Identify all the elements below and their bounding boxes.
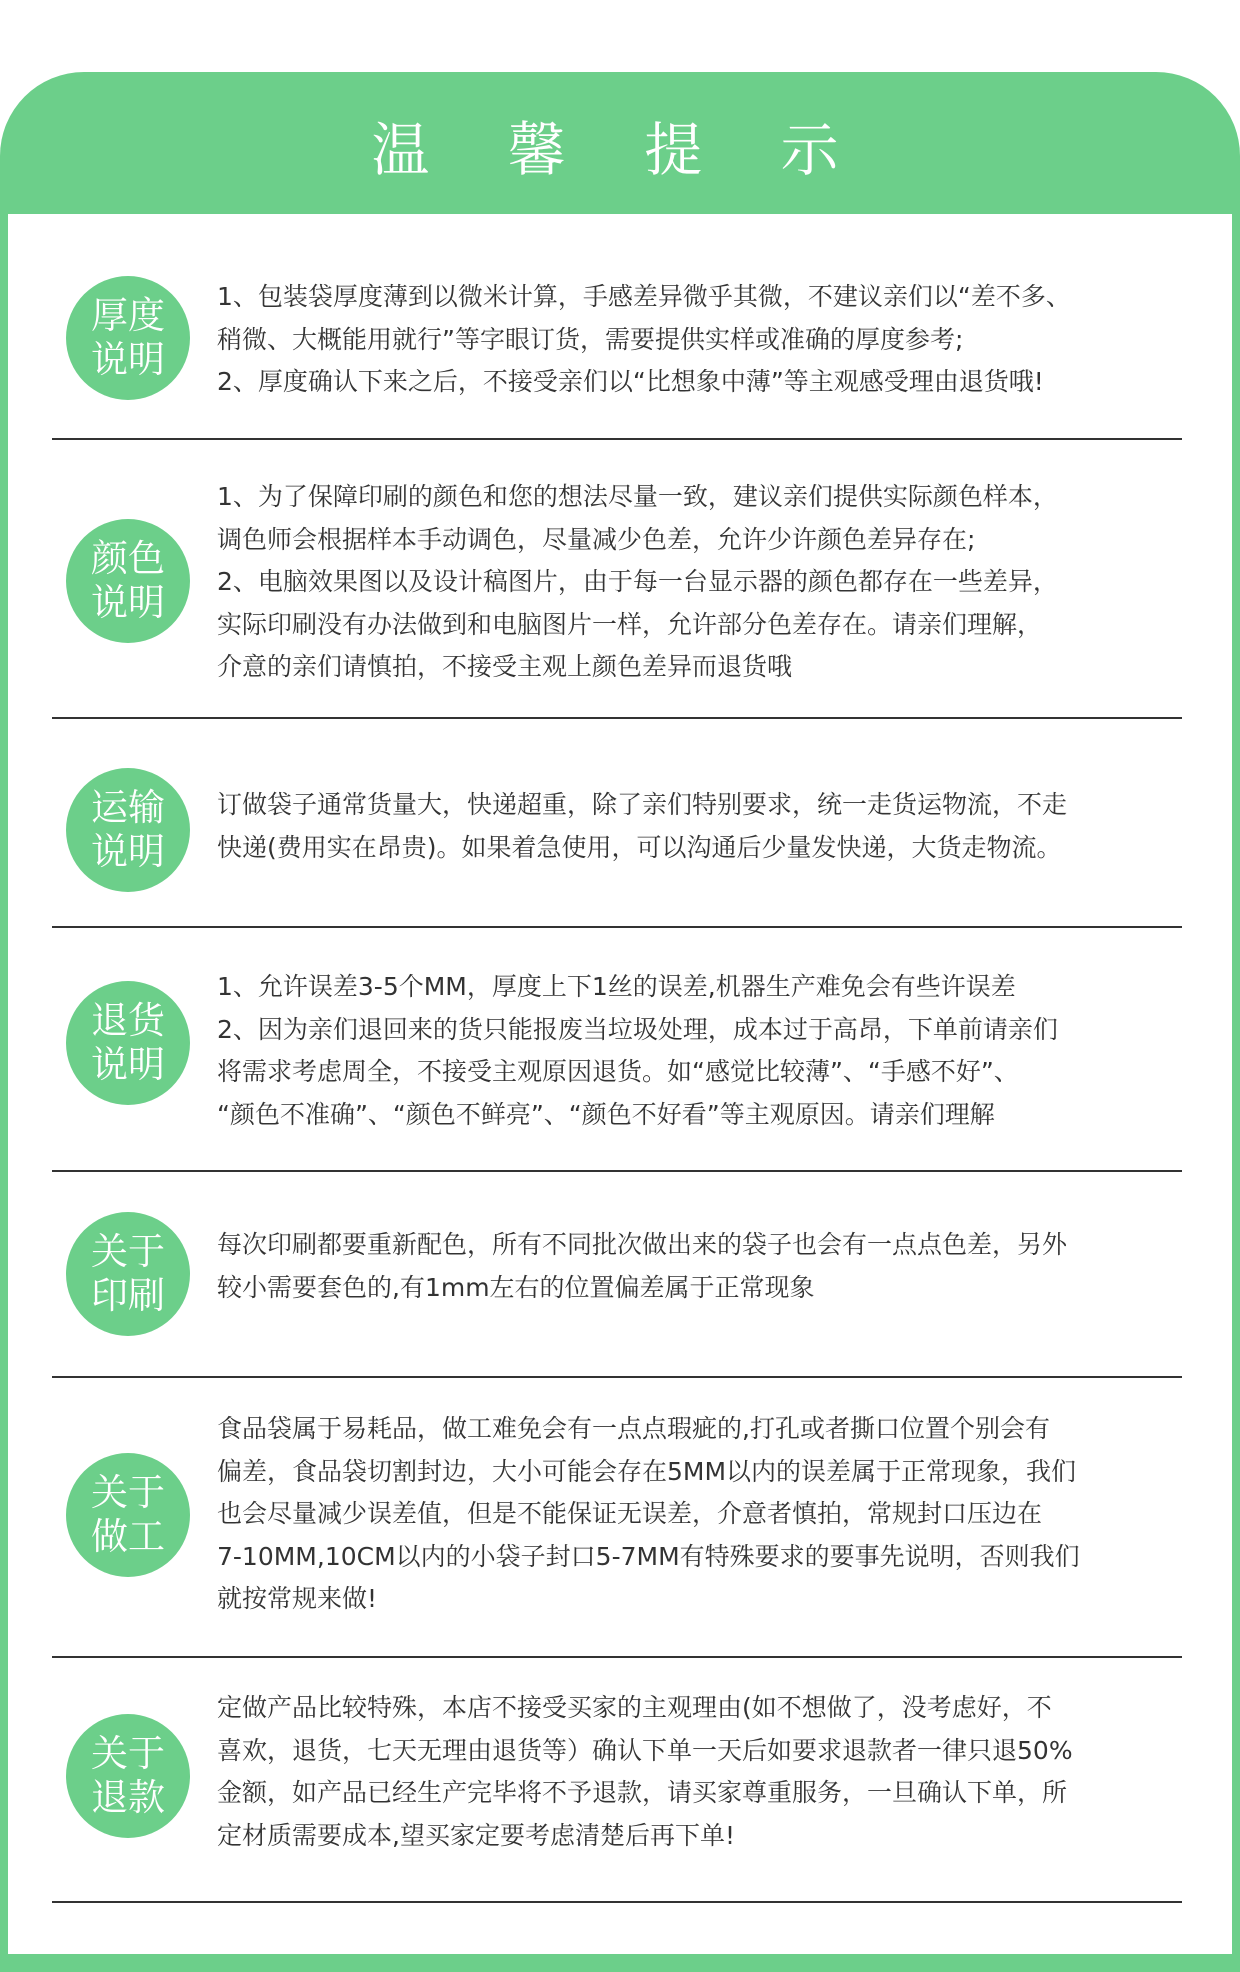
text-line: 2、因为亲们退回来的货只能报废当垃圾处理，成本过于高昂，下单前请亲们 (217, 1014, 1058, 1044)
section-text (217, 966, 1182, 1136)
section-refund (52, 1658, 1182, 1903)
text-line: 食品袋属于易耗品，做工难免会有一点点瑕疵的,打孔或者撕口位置个别会有 (217, 1414, 1050, 1443)
section-returns (52, 928, 1182, 1172)
badge-line: 退款 (91, 1776, 165, 1819)
badge-thickness (66, 276, 190, 400)
text-line: 偏差，食品袋切割封边，大小可能会存在5MM以内的误差属于正常现象，我们 (217, 1456, 1077, 1486)
section-thickness (52, 248, 1182, 440)
badge-refund (66, 1714, 190, 1838)
section-workmanship (52, 1378, 1182, 1658)
badge-workmanship (66, 1453, 190, 1577)
text-line: 快递(费用实在昂贵)。如果着急使用，可以沟通后少量发快递，大货走物流。 (217, 832, 1062, 862)
text-line: 金额，如产品已经生产完毕将不予退款，请买家尊重服务，一旦确认下单，所 (217, 1778, 1068, 1807)
text-line: 调色师会根据样本手动调色，尽量减少色差，允许少许颜色差异存在; (217, 524, 976, 554)
text-line: 定材质需要成本,望买家定要考虑清楚后再下单! (217, 1820, 735, 1850)
badge-returns (66, 981, 190, 1105)
badge-printing (66, 1212, 190, 1336)
section-text (217, 476, 1182, 689)
section-text (217, 276, 1182, 404)
text-line: 订做袋子通常货量大，快递超重，除了亲们特别要求，统一走货运物流，不走 (217, 790, 1068, 819)
badge-line: 厚度 (91, 294, 165, 337)
text-line: 就按常规来做! (217, 1584, 378, 1613)
text-line: 定做产品比较特殊，本店不接受买家的主观理由(如不想做了，没考虑好，不 (217, 1693, 1052, 1722)
badge-line: 说明 (91, 830, 165, 873)
badge-color (66, 519, 190, 643)
badge-line: 颜色 (91, 537, 165, 580)
badge-line: 印刷 (91, 1274, 165, 1317)
text-line: 1、包装袋厚度薄到以微米计算，手感差异微乎其微，不建议亲们以“差不多、 (217, 282, 1071, 311)
text-line: 1、允许误差3-5个MM，厚度上下1丝的误差,机器生产难免会有些许误差 (217, 972, 1016, 1001)
badge-line: 做工 (91, 1515, 165, 1558)
section-color (52, 440, 1182, 719)
text-line: 每次印刷都要重新配色，所有不同批次做出来的袋子也会有一点点色差，另外 (217, 1230, 1068, 1259)
text-line: 稍微、大概能用就行”等字眼订货，需要提供实样或准确的厚度参考; (217, 324, 964, 354)
text-line: 2、电脑效果图以及设计稿图片，由于每一台显示器的颜色都存在一些差异， (217, 567, 1058, 596)
badge-line: 说明 (91, 338, 165, 381)
section-text (217, 1687, 1182, 1857)
text-line: 喜欢，退货，七天无理由退货等）确认下单一天后如要求退款者一律只退50% (217, 1735, 1073, 1765)
section-text (217, 784, 1182, 869)
section-text (217, 1224, 1182, 1309)
page-title: 温 馨 提 示 (371, 116, 869, 184)
section-text (217, 1408, 1182, 1621)
badge-shipping (66, 768, 190, 892)
text-line: 也会尽量减少误差值，但是不能保证无误差，介意者慎拍，常规封口压边在 (217, 1499, 1043, 1528)
badge-line: 关于 (91, 1471, 165, 1514)
section-shipping (52, 719, 1182, 928)
badge-line: 关于 (91, 1732, 165, 1775)
section-printing (52, 1172, 1182, 1378)
badge-line: 退货 (91, 999, 165, 1042)
badge-line: 说明 (91, 581, 165, 624)
text-line: 1、为了保障印刷的颜色和您的想法尽量一致，建议亲们提供实际颜色样本， (217, 482, 1058, 511)
text-line: 2、厚度确认下来之后，不接受亲们以“比想象中薄”等主观感受理由退货哦! (217, 367, 1044, 396)
text-line: 实际印刷没有办法做到和电脑图片一样，允许部分色差存在。请亲们理解， (217, 609, 1043, 639)
text-line: “颜色不准确”、“颜色不鲜亮”、“颜色不好看”等主观原因。请亲们理解 (217, 1099, 995, 1129)
badge-line: 运输 (91, 786, 165, 829)
text-line: 介意的亲们请慎拍，不接受主观上颜色差异而退货哦 (217, 652, 793, 681)
text-line: 将需求考虑周全，不接受主观原因退货。如“感觉比较薄”、“手感不好”、 (217, 1057, 1019, 1086)
badge-line: 关于 (91, 1230, 165, 1273)
text-line: 7-10MM,10CM以内的小袋子封口5-7MM有特殊要求的要事先说明，否则我们 (217, 1541, 1080, 1571)
badge-line: 说明 (91, 1043, 165, 1086)
text-line: 较小需要套色的,有1mm左右的位置偏差属于正常现象 (217, 1272, 815, 1302)
